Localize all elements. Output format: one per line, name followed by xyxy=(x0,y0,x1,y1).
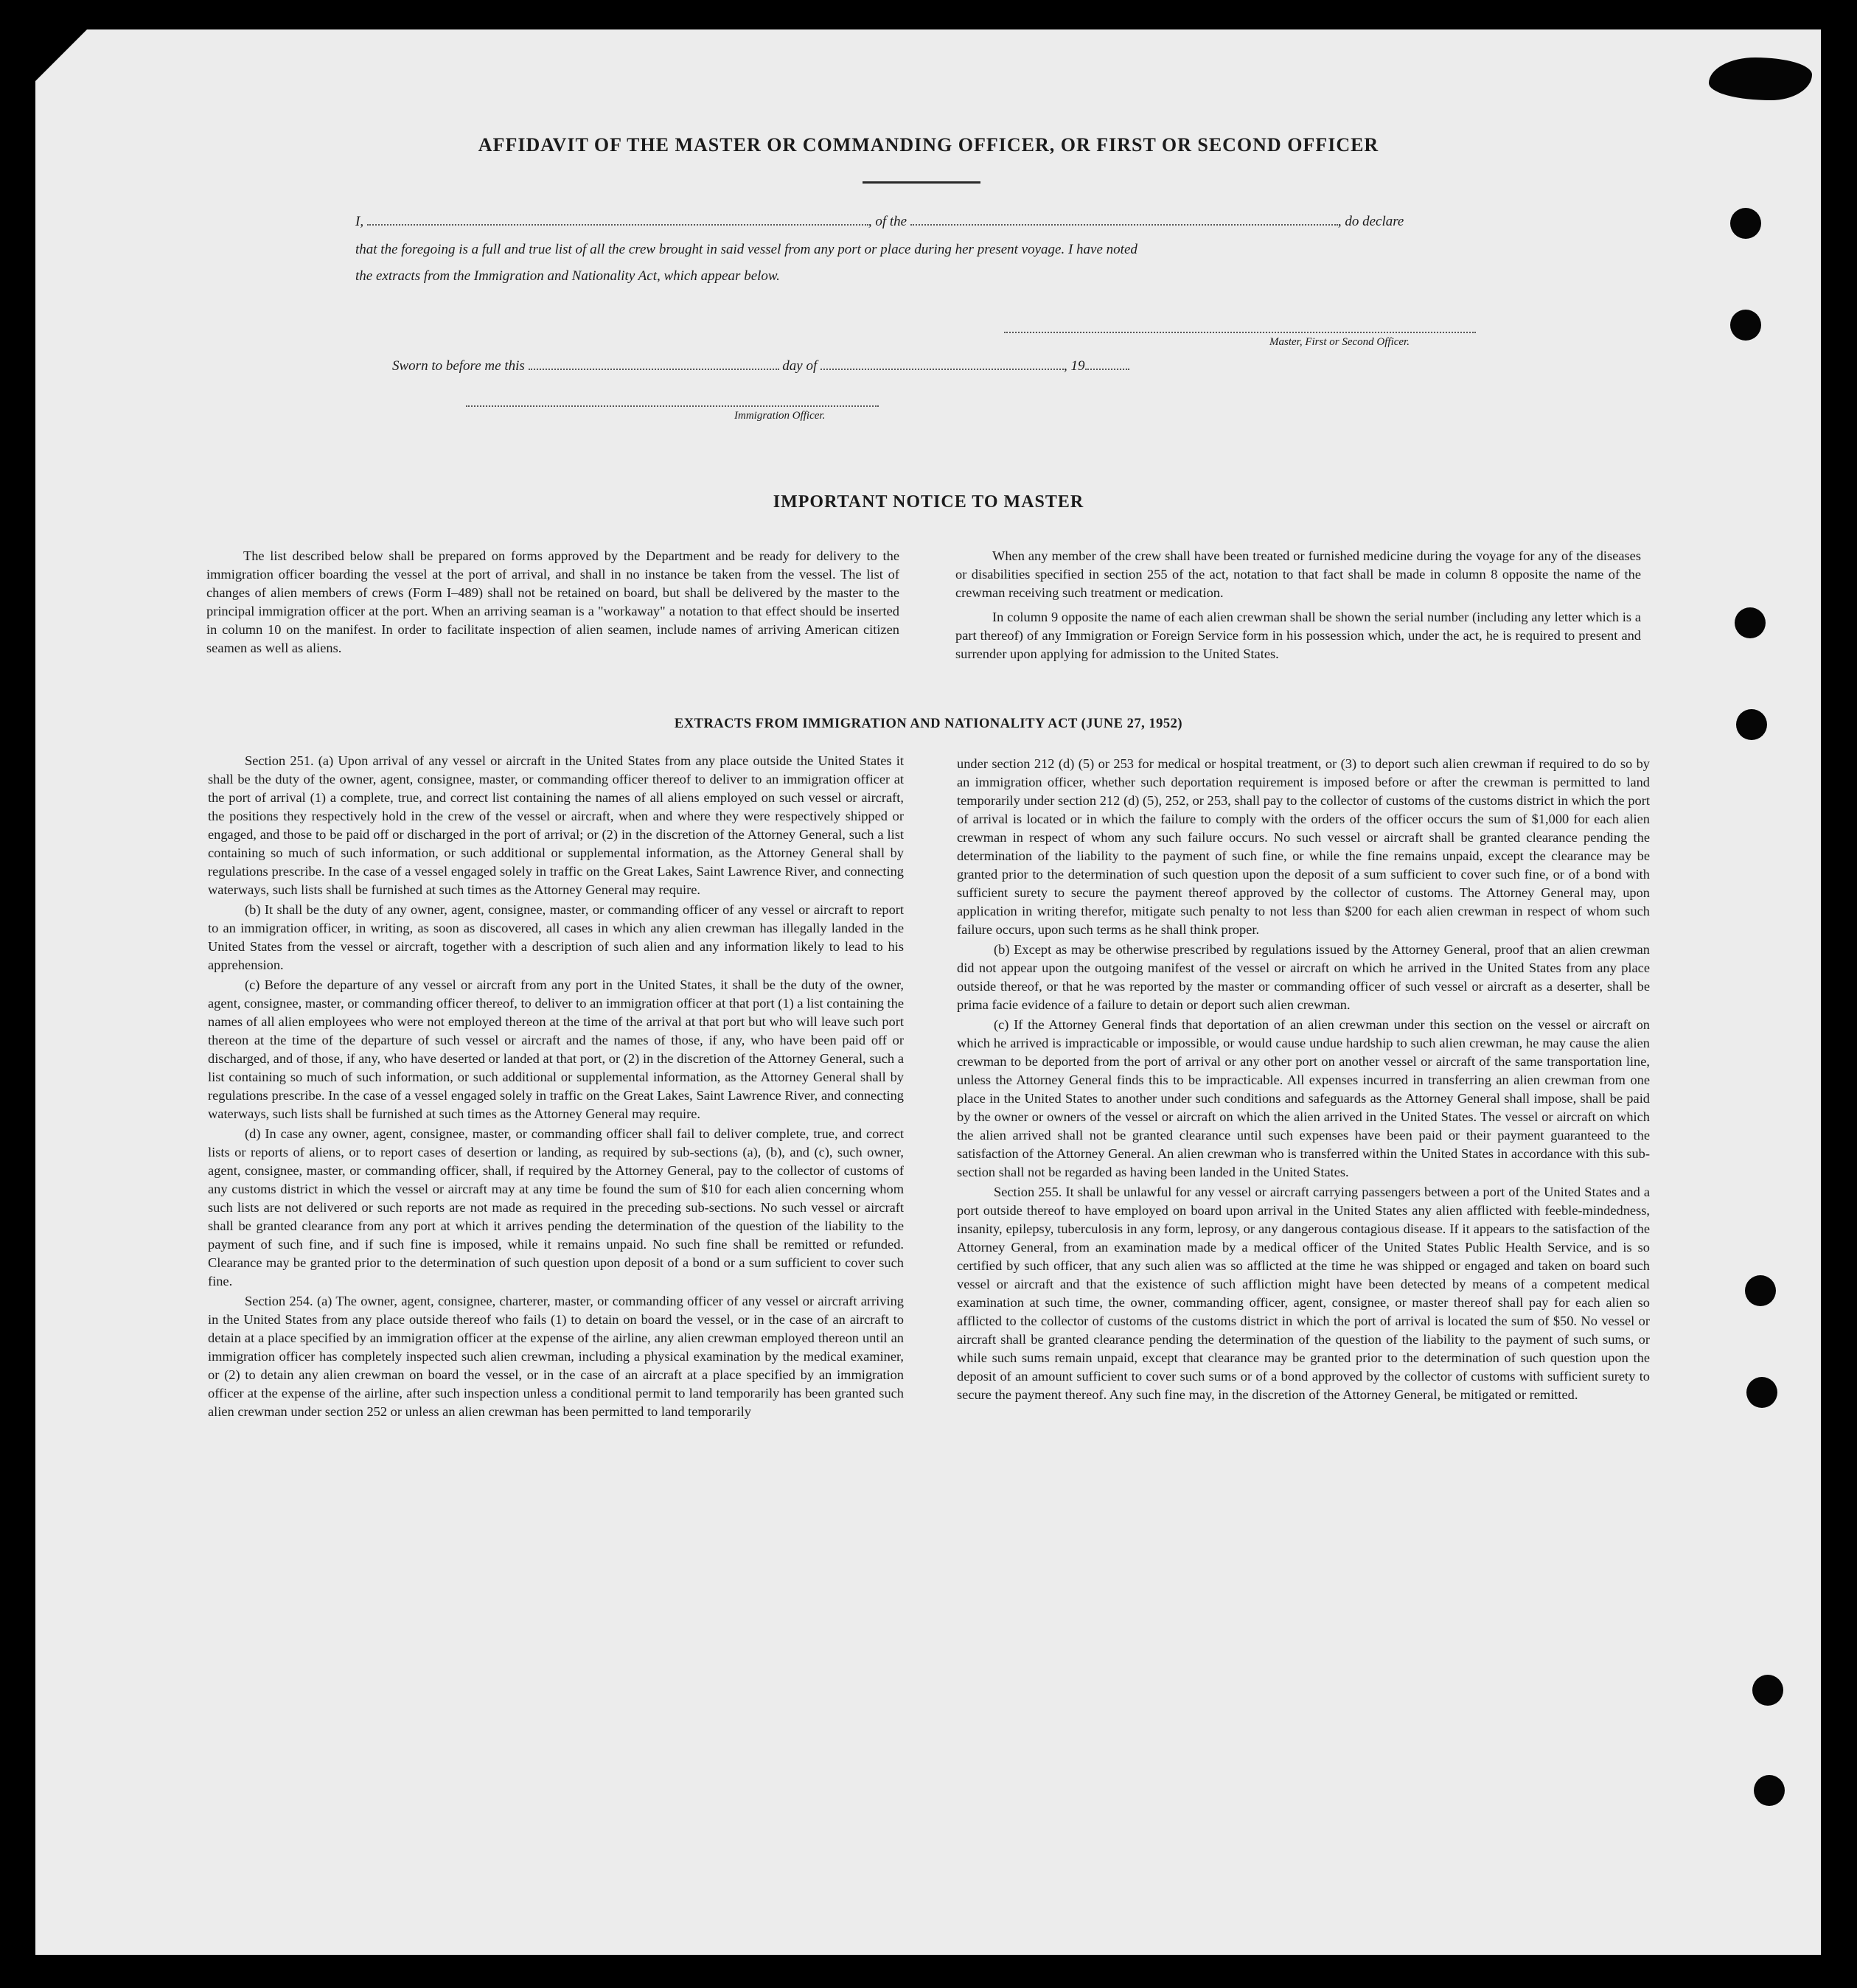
officer-signature-field[interactable] xyxy=(1004,332,1476,333)
section-254-a-continued: under section 212 (d) (5) or 253 for medical or hospital treatment, or (3) to deport such alien crewman if required to do so by an immigration officer, whether such deportation requirement is imposed before or after the crewman is permitted to land temporarily under section 212 (d) (5), 252, or 253, shall pay to the collector of customs of the customs district in which the port of arrival is located or in which the failure to comply with the orders of the officer occurs the sum of $1,000 for each alien crewman in respect of whom any such failure occurs. No such vessel or aircraft shall be granted clearance pending the determination of the liability to the payment of such fine, or while the fine remains unpaid, except the clearance may be granted prior to the determination of such question upon the deposit of a sum sufficient to cover such fine, or of a bond with sufficient surety to secure the payment thereof approved by the collector of customs. The Attorney General may, upon application in writing therefor, mitigate such penalty to not less than $200 for each alien crewman in respect of whom such failure occurs, upon such terms as he shall think proper. xyxy=(957,756,1650,937)
declaration-line xyxy=(355,212,1404,230)
section-251-d: (d) In case any owner, agent, consignee, master, or commanding officer shall fail to deliver complete, true, and correct lists or reports of aliens, or to report cases of desertion or landing, as required by sub-sections (a), (b), and (c), such owner, agent, consignee, master, or commanding officer, shall, if required by the Attorney General, pay to the collector of customs of any customs district in which the vessel or aircraft may at any time be found the sum of $10 for each alien concerning whom such lists are not delivered or such reports are not made as required in the preceding sub-sections. No such vessel or aircraft shall be granted clearance from any port at which it arrives pending the determination of the question of the liability to the payment of such fine, and if such fine is imposed, while it remains unpaid. No such fine shall be remitted or refunded. Clearance may be granted prior to the determination of such question upon deposit of a bond or a sum sufficient to cover such fine. xyxy=(208,1126,904,1288)
extracts-title: EXTRACTS FROM IMMIGRATION AND NATIONALITY ACT (JUNE 27, 1952) xyxy=(674,716,1183,731)
statement-line-1: that the foregoing is a full and true list of all the crew brought in said vessel from any port or place during her present voyage. I have noted xyxy=(355,242,1137,257)
immigration-officer-signature-field[interactable] xyxy=(466,405,879,407)
title-rule xyxy=(863,181,980,184)
notice-title: IMPORTANT NOTICE TO MASTER xyxy=(773,492,1084,512)
immigration-officer-caption: Immigration Officer. xyxy=(734,410,826,422)
binder-hole xyxy=(1746,1377,1777,1408)
notice-right-paragraph-2: In column 9 opposite the name of each alien crewman shall be shown the serial number (including any letter which is a part thereof) of any Immigration or Foreign Service form in his possession which, under the act, he is required to present and surrender upon applying for admission to the United States. xyxy=(955,610,1641,661)
declare-label: , do declare xyxy=(1337,214,1404,229)
statement-line-2: the extracts from the Immigration and Nationality Act, which appear below. xyxy=(355,268,780,284)
affidavit-title: AFFIDAVIT OF THE MASTER OR COMMANDING OFFICER, OR FIRST OR SECOND OFFICER xyxy=(478,134,1379,156)
notice-left-column xyxy=(206,547,899,659)
section-251-a: Section 251. (a) Upon arrival of any vessel or aircraft in the United States from any place outside the United States it shall be the duty of the owner, agent, consignee, master, or commanding officer thereof to deliver to an immigration officer at the port of arrival (1) a complete, true, and correct list containing the names of all aliens employed on such vessel or aircraft, the positions they respectively hold in the crew of the vessel or aircraft, when and where they were respectively shipped or engaged, and those to be paid off or discharged in the port of arrival; or (2) in the discretion of the Attorney General, such a list containing so much of such information, or such additional or supplemental information, as the Attorney General shall by regulations prescribe. In the case of a vessel engaged solely in traffic on the Great Lakes, Saint Lawrence River, and connecting waterways, such lists shall be furnished at such times as the Attorney General may require. xyxy=(208,753,904,897)
section-254-c: (c) If the Attorney General finds that deportation of an alien crewman under this section on the vessel or aircraft on which he arrived is impracticable or impossible, or would cause undue hardship to such alien crewman, he may cause the alien crewman to be deported from the port of arrival or any other port on another vessel or aircraft of the same transportation line, unless the Attorney General finds this to be impracticable. All expenses incurred in transferring an alien crewman from one place in the United States to another under such conditions and safeguards as the Attorney General shall impose, shall be paid by the owner or owners of the vessel or aircraft on which the alien arrived in the United States. The vessel or aircraft on which the alien arrived shall not be granted clearance until such expenses have been paid or their payment guaranteed to the satisfaction of the Attorney General. An alien crewman who is transferred within the United States in accordance with this sub-section shall not be regarded as having been landed in the United States. xyxy=(957,1017,1650,1179)
section-254-a: Section 254. (a) The owner, agent, consignee, charterer, master, or commanding officer of any vessel or aircraft arriving in the United States from any place outside thereof who fails (1) to detain on board the vessel, or in the case of an aircraft to detain at a place specified by an immigration officer at the expense of the airline, any alien crewman employed thereon until an immigration officer has completely inspected such alien crewman, including a physical examination by the medical examiner, or (2) to detain any alien crewman on board the vessel, or in the case of an aircraft at a place specified by an immigration officer at the expense of the airline, after such inspection unless a conditional permit to land temporarily has been granted such alien crewman under section 252 or unless an alien crewman has been permitted to land temporarily xyxy=(208,1294,904,1419)
section-255: Section 255. It shall be unlawful for any vessel or aircraft carrying passengers between a port of the United States and a port outside thereof to have employed on board upon arrival in the United States any alien afflicted with feeble-mindedness, insanity, epilepsy, tuberculosis in any form, leprosy, or any dangerous contagious disease. If it appears to the satisfaction of the Attorney General, from an examination made by a medical officer of the United States Public Health Service, and is so certified by such officer, that any such alien was so afflicted at the time he was shipped or engaged and taken on board such vessel or aircraft and that the existence of such affliction might have been detected by means of a competent medical examination at such time, the owner, commanding officer, agent, consignee, or master thereof shall pay for each alien so afflicted to the collector of customs of the customs district in which the port of arrival is located the sum of $50. No vessel or aircraft shall be granted clearance pending the determination of the question of the liability to the payment of such sums, or while such sums remain unpaid, except that clearance may be granted prior to the determination of such question upon the deposit of an amount sufficient to cover such sums or of a bond approved by the collector of customs with sufficient surety to secure the payment thereof. Any such fine may, in the discretion of the Attorney General, be mitigated or remitted. xyxy=(957,1185,1650,1402)
sworn-line xyxy=(392,357,1129,374)
extracts-left-column xyxy=(208,752,904,1423)
officer-caption: Master, First or Second Officer. xyxy=(1269,336,1410,348)
section-254-b: (b) Except as may be otherwise prescribed by regulations issued by the Attorney General, proof that an alien crewman did not appear upon the outgoing manifest of the vessel or aircraft on which he arrived in the United States from any place outside thereof, or that he was reported by the master or commanding officer of such vessel or aircraft as a deserter, shall be prima facie evidence of a failure to detain or deport such alien crewman. xyxy=(957,942,1650,1012)
folded-corner xyxy=(35,29,87,81)
vessel-name-field[interactable] xyxy=(910,212,1338,226)
notice-left-paragraph: The list described below shall be prepared on forms approved by the Department and be ready for delivery to the immigration officer boarding the vessel at the port of arrival, and shall in no instance be taken from the vessel. The list of changes of alien members of crews (Form I–489) shall not be retained on board, but shall be delivered by the master to the principal immigration officer at the port. When an arriving seaman is a "workaway" a notation to that effect should be inserted in column 10 on the manifest. In order to facilitate inspection of alien seamen, include names of arriving American citizen seamen as well as aliens. xyxy=(206,548,899,655)
notice-right-column xyxy=(955,547,1641,665)
extracts-right-column xyxy=(957,755,1650,1406)
ink-blot xyxy=(1709,57,1812,100)
declarant-name-field[interactable] xyxy=(367,212,868,226)
sworn-label: Sworn to before me this xyxy=(392,358,525,374)
binder-hole xyxy=(1735,607,1766,638)
sworn-day-field[interactable] xyxy=(529,357,779,370)
sworn-year-field[interactable] xyxy=(1085,357,1129,370)
sworn-month-field[interactable] xyxy=(821,357,1064,370)
binder-hole xyxy=(1730,208,1761,239)
binder-hole xyxy=(1745,1275,1776,1306)
year-label: , 19 xyxy=(1064,358,1085,374)
declarant-label: I, xyxy=(355,214,364,229)
day-of-label: day of xyxy=(782,358,818,374)
section-251-b: (b) It shall be the duty of any owner, agent, consignee, master, or commanding officer of any vessel or aircraft to report to an immigration officer, in writing, as soon as discovered, all cases in which any alien crewman has illegally landed in the United States from the vessel or aircraft, together with a description of such alien and any information likely to lead to his apprehension. xyxy=(208,902,904,972)
notice-right-paragraph-1: When any member of the crew shall have been treated or furnished medicine during the voyage for any of the diseases or disabilities specified in section 255 of the act, notation to that fact shall be made in column 8 opposite the name of the crewman receiving such treatment or medication. xyxy=(955,548,1641,600)
of-the-label: , of the xyxy=(868,214,907,229)
binder-hole xyxy=(1730,310,1761,341)
section-251-c: (c) Before the departure of any vessel or aircraft from any port in the United States, it shall be the duty of the owner, agent, consignee, master, or commanding officer thereof, to deliver to an immigration officer at that port (1) a list containing the names of all alien employees who were not employed thereon at the time of the arrival at that port but who will leave such port thereon at the time of the departure of such vessel or aircraft and the names of those, if any, who have been paid off or discharged, and of those, if any, who have deserted or landed at that port, or (2) in the discretion of the Attorney General, such a list containing so much of such information, or such additional or supplemental information, as the Attorney General shall by regulations prescribe. In the case of a vessel engaged solely in traffic on the Great Lakes, Saint Lawrence River, and connecting waterways, such lists shall be furnished at such times as the Attorney General may require. xyxy=(208,977,904,1121)
binder-hole xyxy=(1752,1675,1783,1706)
binder-hole xyxy=(1754,1775,1785,1806)
